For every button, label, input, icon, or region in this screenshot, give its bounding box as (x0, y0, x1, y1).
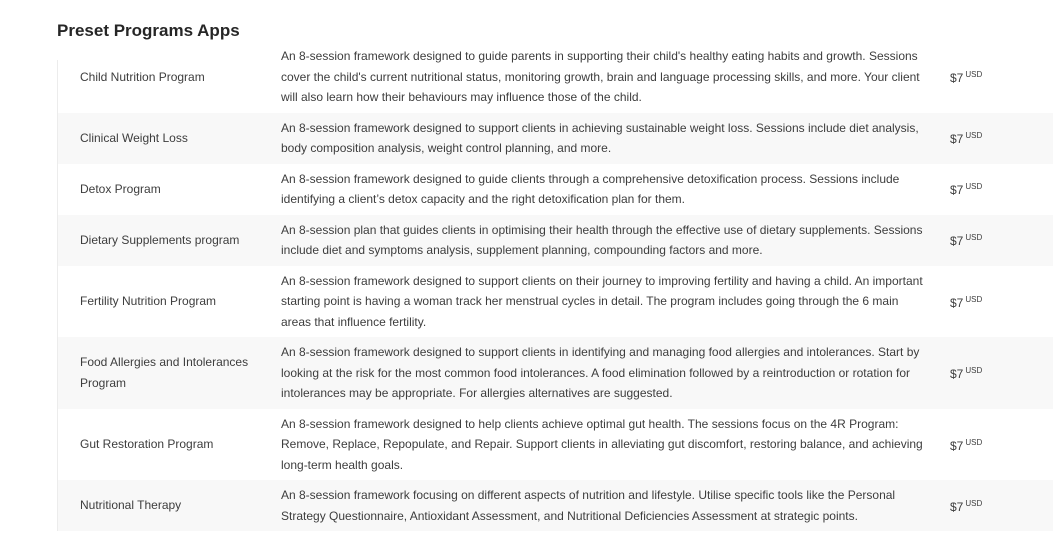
program-row[interactable] (58, 266, 1053, 338)
program-row[interactable] (58, 409, 1053, 481)
price-currency: USD (965, 294, 983, 304)
price-currency: USD (965, 131, 983, 141)
price-amount: $7 (950, 367, 964, 381)
program-name: Fertility Nutrition Program (80, 294, 217, 308)
program-price (923, 177, 1003, 201)
program-price (923, 126, 1003, 150)
program-description: An 8-session plan that guides clients in optimising their health through the effective use of dietary supplements. Sessions include diet and symptoms analysis, supplement planning, compounding factors and more. (281, 222, 923, 257)
program-price (923, 290, 1003, 314)
program-row[interactable] (58, 215, 1053, 266)
price-currency: USD (965, 70, 983, 79)
program-name: Child Nutrition Program (80, 69, 205, 84)
program-price (923, 65, 1003, 89)
price-amount: $7 (950, 183, 964, 198)
program-description: An 8-session framework designed to guide clients through a comprehensive detoxification process. Sessions include identifying a client’s detox capacity and the right detoxification plan for them. (281, 171, 900, 206)
program-name: Nutritional Therapy (80, 498, 182, 513)
price-amount: $7 (950, 438, 964, 453)
program-price (923, 494, 1003, 518)
program-description: An 8-session framework focusing on different aspects of nutrition and lifestyle. Utilise specific tools like the Personal Strategy Questionnaire, Antioxidant Assessment, and Nutritional Deficiencies Assessment at strategic points. (281, 488, 896, 523)
program-price (923, 361, 1003, 385)
program-description: An 8-session framework designed to support clients on their journey to improving fertility and having a child. An important starting point is having a woman track her menstrual cycles in detail. The program includes going through the 6 main areas that influence fertility. (281, 273, 923, 329)
program-price (923, 228, 1003, 252)
program-row[interactable] (58, 337, 1053, 409)
price-currency: USD (965, 182, 983, 192)
price-amount: $7 (950, 71, 964, 85)
program-row[interactable] (58, 164, 1053, 215)
program-name: Detox Program (80, 181, 161, 196)
program-description: An 8-session framework designed to support clients in achieving sustainable weight loss. Sessions include diet analysis, body composition analysis, weight control planning, and more. (281, 120, 919, 155)
programs-list (58, 41, 1053, 531)
page-title: Preset Programs Apps (57, 21, 240, 40)
price-currency: USD (965, 498, 983, 508)
program-description: An 8-session framework designed to help clients achieve optimal gut health. The sessions focus on the 4R Program: Remove, Replace, Repopulate, and Repair. Support clients in alleviating gut discomfort, restoring balance, and achieving long-term health goals. (281, 416, 923, 472)
program-row[interactable] (58, 113, 1053, 164)
program-row[interactable] (58, 480, 1053, 531)
program-name: Clinical Weight Loss (80, 130, 188, 145)
price-amount: $7 (950, 132, 964, 147)
program-price (923, 433, 1003, 457)
program-row[interactable] (58, 41, 1053, 113)
price-currency: USD (965, 366, 983, 375)
price-currency: USD (965, 437, 983, 447)
program-description: An 8-session framework designed to guide parents in supporting their child's healthy eating habits and growth. Sessions cover the child's current nutritional status, monitoring growth, brain and language processing skills, and more. Your client will also learn how their behaviours may influence those of the child. (281, 49, 920, 104)
price-amount: $7 (950, 499, 964, 514)
program-name: Gut Restoration Program (80, 437, 214, 451)
program-name: Food Allergies and Intolerances Program (80, 355, 249, 390)
program-name: Dietary Supplements program (80, 232, 240, 247)
price-amount: $7 (950, 295, 964, 310)
price-currency: USD (965, 233, 983, 243)
program-description: An 8-session framework designed to support clients in identifying and managing food allergies and intolerances. Start by looking at the risk for the most common food intolerances. A food elimination followed by a reintroduction or rotation for intolerances may be appropriate. For allergies alternatives are suggested. (281, 345, 920, 400)
programs-table (57, 49, 1053, 531)
price-amount: $7 (950, 234, 964, 249)
